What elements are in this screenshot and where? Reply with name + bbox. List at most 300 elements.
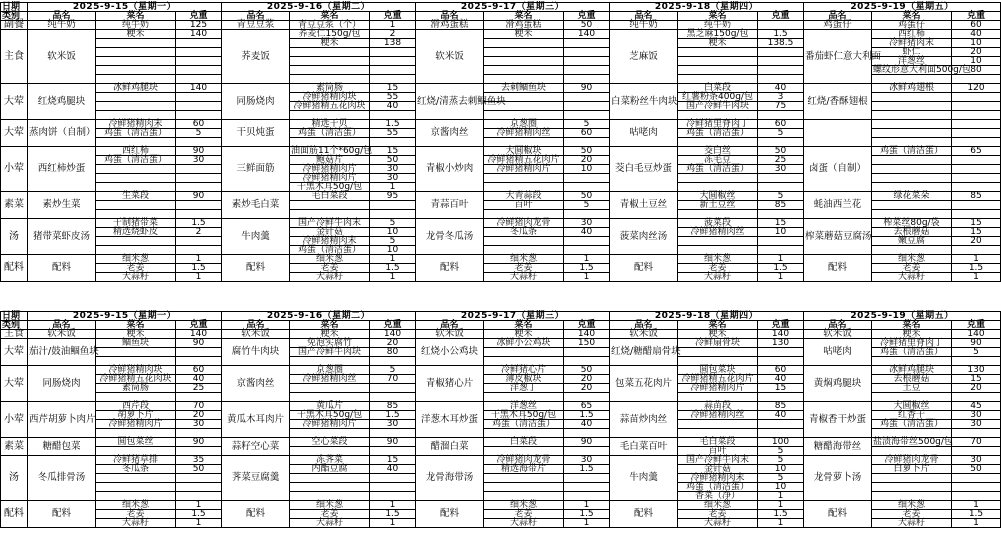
weight-cell: 1.5: [370, 510, 416, 519]
ingredient-cell: [678, 174, 758, 183]
menu-table-week-b: [0, 311, 1001, 528]
ingredient-cell: [872, 201, 952, 210]
weight-cell: [564, 39, 610, 48]
ingredient-cell: [96, 174, 176, 183]
weight-cell: 1: [176, 501, 222, 510]
ingredient-cell: 冷鲜猪精肉丝: [484, 129, 564, 138]
ingredient-cell: 冷鲜猪草排: [96, 456, 176, 465]
weight-cell: 10: [370, 246, 416, 255]
ingredient-cell: [484, 348, 564, 357]
ingredient-cell: 国产冷鲜牛肉末: [678, 456, 758, 465]
weight-cell: 85: [370, 402, 416, 411]
dish-name-cell: 红烧小公鸡块: [416, 339, 484, 366]
weight-cell: 1: [370, 273, 416, 282]
ingredient-cell: 冷鲜猪精肉块: [290, 93, 370, 102]
weight-cell: [758, 66, 804, 75]
ingredient-cell: 鸡蛋（清洁蛋）: [872, 147, 952, 156]
ingredient-cell: 嫩豆腐: [872, 237, 952, 246]
weight-cell: 85: [952, 192, 1001, 201]
weight-cell: [370, 48, 416, 57]
ingredient-cell: 绿花菜朵: [872, 192, 952, 201]
ingredient-cell: 西红柿: [96, 147, 176, 156]
ingredient-cell: 荞麦仁150g/包: [290, 30, 370, 39]
dish-column-header: 品名: [222, 12, 290, 21]
dish-name-cell: 茭白毛豆炒蛋: [610, 147, 678, 192]
ingredient-cell: 国产冷鲜牛肉块: [678, 102, 758, 111]
weight-cell: 40: [564, 228, 610, 237]
menu-table-week-a: [0, 2, 1001, 282]
dish-name-cell: 京酱肉丝: [416, 120, 484, 147]
weight-cell: 40: [758, 375, 804, 384]
ingredient-cell: [290, 66, 370, 75]
ingredient-cell: 大蒜籽: [96, 273, 176, 282]
ingredient-cell: 纯牛奶: [678, 21, 758, 30]
ingredient-column-header: 菜名: [290, 321, 370, 330]
weight-cell: [564, 174, 610, 183]
ingredient-cell: 粳米: [290, 39, 370, 48]
weight-cell: 40: [370, 102, 416, 111]
dish-name-cell: 青豆豆浆: [222, 21, 290, 30]
ingredient-cell: [484, 474, 564, 483]
weight-cell: 10: [758, 465, 804, 474]
weight-cell: 70: [370, 375, 416, 384]
ingredient-cell: 冷鲜猪精肉丝: [678, 228, 758, 237]
ingredient-cell: [290, 483, 370, 492]
weight-cell: [564, 48, 610, 57]
ingredient-cell: 百叶: [484, 201, 564, 210]
dish-name-cell: 素炒生菜: [28, 192, 96, 219]
dish-name-cell: 猪带菜虾皮汤: [28, 219, 96, 255]
ingredient-cell: 毛白菜段: [678, 438, 758, 447]
ingredient-cell: 白菜段: [484, 438, 564, 447]
weight-cell: 25: [758, 156, 804, 165]
ingredient-cell: [872, 120, 952, 129]
ingredient-cell: 细米葱: [290, 501, 370, 510]
ingredient-cell: 白菜段: [678, 84, 758, 93]
category-cell: 素菜: [1, 438, 28, 456]
ingredient-cell: 冰鲜小公鸡块: [484, 339, 564, 348]
dish-name-cell: 蒜苗炒肉丝: [610, 402, 678, 438]
weight-cell: [564, 237, 610, 246]
dish-name-cell: 三鲜面筋: [222, 147, 290, 192]
weight-cell: 15: [952, 375, 1001, 384]
ingredient-cell: [872, 129, 952, 138]
category-label: 类别: [1, 12, 28, 21]
weight-cell: [564, 57, 610, 66]
ingredient-cell: 京葱圈: [484, 120, 564, 129]
weight-cell: 50: [758, 147, 804, 156]
dish-name-cell: 同肠烧肉: [222, 84, 290, 120]
dish-name-cell: 软米饭: [28, 330, 96, 339]
weight-cell: 1.5: [952, 264, 1001, 273]
weight-cell: 2: [370, 30, 416, 39]
weight-cell: 140: [176, 84, 222, 93]
ingredient-cell: 纯牛奶: [96, 21, 176, 30]
ingredient-cell: [678, 348, 758, 357]
ingredient-cell: [96, 66, 176, 75]
dish-name-cell: 软米饭: [610, 330, 678, 339]
ingredient-column-header: 菜名: [484, 321, 564, 330]
weight-cell: 5: [564, 201, 610, 210]
ingredient-cell: 冰鲜鸡腿块: [872, 366, 952, 375]
dish-name-cell: 西红柿炒蛋: [28, 147, 96, 192]
ingredient-cell: 金针菇: [678, 465, 758, 474]
weight-cell: 50: [564, 366, 610, 375]
weight-cell: 1: [370, 501, 416, 510]
weight-cell: 10: [758, 228, 804, 237]
ingredient-cell: 大蒜籽: [290, 273, 370, 282]
ingredient-cell: 免泡实腐竹: [290, 339, 370, 348]
weight-cell: 140: [564, 330, 610, 339]
ingredient-cell: 冷鲜猪里脊肉丁: [678, 120, 758, 129]
weight-cell: 90: [176, 192, 222, 201]
weight-cell: 40: [758, 84, 804, 93]
weight-cell: 1: [758, 501, 804, 510]
ingredient-cell: [96, 348, 176, 357]
ingredient-cell: 冷鲜猪心片: [484, 366, 564, 375]
dish-name-cell: 榨菜蘑菇豆腐汤: [804, 219, 872, 255]
dish-name-cell: 青椒土豆丝: [610, 192, 678, 219]
weight-cell: 40: [370, 465, 416, 474]
weight-cell: 1.5: [758, 264, 804, 273]
dish-name-cell: 包菜五花肉片: [610, 366, 678, 402]
weight-cell: 90: [370, 438, 416, 447]
weight-cell: 50: [952, 465, 1001, 474]
ingredient-cell: 老姜: [872, 510, 952, 519]
dish-name-cell: 配料: [28, 255, 96, 282]
ingredient-cell: 鸡蛋仔: [872, 21, 952, 30]
ingredient-cell: 鸡蛋（清洁蛋）: [872, 348, 952, 357]
ingredient-cell: [96, 474, 176, 483]
weight-cell: [952, 156, 1001, 165]
ingredient-cell: 去根蘑菇: [872, 375, 952, 384]
weight-cell: [952, 165, 1001, 174]
ingredient-cell: 干黑木耳50g/包: [290, 411, 370, 420]
weight-cell: 20: [952, 48, 1001, 57]
ingredient-cell: [872, 111, 952, 120]
weight-cell: 1: [176, 255, 222, 264]
weight-cell: 15: [952, 219, 1001, 228]
ingredient-cell: 细米葱: [484, 255, 564, 264]
ingredient-cell: 鸡蛋（清洁蛋）: [290, 246, 370, 255]
ingredient-cell: 毛白菜段: [290, 192, 370, 201]
ingredient-cell: [484, 174, 564, 183]
table-row: [1, 30, 1001, 39]
ingredient-cell: 茭白丝: [678, 147, 758, 156]
dish-name-cell: 青椒猪心片: [416, 366, 484, 402]
day-header: 2025-9-17（星期三）: [416, 312, 610, 321]
weight-cell: 25: [176, 384, 222, 393]
weight-cell: 50: [564, 147, 610, 156]
dish-name-cell: 醋溜白菜: [416, 438, 484, 456]
weight-cell: 1.5: [564, 510, 610, 519]
ingredient-cell: 大蒜籽: [96, 519, 176, 528]
dish-name-cell: 同肠烧肉: [28, 366, 96, 402]
ingredient-cell: 冷鲜猪精肉片: [290, 420, 370, 429]
ingredient-cell: 细米葱: [678, 255, 758, 264]
ingredient-cell: 冰鲜鸡腿块: [96, 84, 176, 93]
weight-column-header: 克重: [370, 321, 416, 330]
weight-cell: 125: [176, 21, 222, 30]
dish-column-header: 品名: [222, 321, 290, 330]
ingredient-column-header: 菜名: [872, 321, 952, 330]
weight-cell: 20: [564, 375, 610, 384]
table-row: [1, 438, 1001, 447]
weight-cell: 1: [176, 519, 222, 528]
category-cell: 大荤: [1, 84, 28, 120]
weight-cell: 15: [758, 219, 804, 228]
weight-column-header: 克重: [564, 12, 610, 21]
dish-name-cell: 龙骨海带汤: [416, 456, 484, 501]
weight-cell: 5: [952, 348, 1001, 357]
weight-cell: [564, 348, 610, 357]
weight-column-header: 克重: [758, 12, 804, 21]
ingredient-cell: 老姜: [872, 264, 952, 273]
weight-cell: 1: [758, 255, 804, 264]
ingredient-cell: 干黑木耳50g/包: [290, 183, 370, 192]
ingredient-cell: 细米葱: [872, 501, 952, 510]
ingredient-cell: 冷鲜猪精肉末: [678, 474, 758, 483]
dish-name-cell: 配料: [222, 255, 290, 282]
ingredient-cell: 冬瓜条: [96, 465, 176, 474]
ingredient-cell: 冷鲜猪精五花肉片: [678, 375, 758, 384]
dish-name-cell: 配料: [804, 255, 872, 282]
ingredient-column-header: 菜名: [678, 321, 758, 330]
weight-cell: [758, 237, 804, 246]
weight-cell: 20: [952, 384, 1001, 393]
ingredient-cell: [96, 201, 176, 210]
weight-cell: [758, 48, 804, 57]
weight-cell: 70: [952, 438, 1001, 447]
weight-cell: [564, 102, 610, 111]
ingredient-cell: [96, 57, 176, 66]
weight-cell: 50: [564, 192, 610, 201]
dish-name-cell: 咕咾肉: [610, 120, 678, 147]
weight-cell: 45: [952, 402, 1001, 411]
ingredient-cell: [290, 474, 370, 483]
ingredient-cell: 油面筋11个*60g/包: [291, 146, 373, 156]
ingredient-cell: 鸡蛋（清洁蛋）: [678, 165, 758, 174]
ingredient-column-header: 菜名: [96, 321, 176, 330]
weight-cell: 30: [952, 420, 1001, 429]
day-header: 2025-9-16（星期二）: [222, 3, 416, 12]
weight-cell: 1.5: [176, 219, 222, 228]
weight-cell: 1.5: [952, 510, 1001, 519]
dish-column-header: 品名: [416, 321, 484, 330]
weight-cell: 1: [758, 273, 804, 282]
ingredient-cell: 西红柿: [872, 30, 952, 39]
weight-cell: 10: [758, 483, 804, 492]
dish-name-cell: 配料: [610, 501, 678, 528]
weight-cell: 1: [952, 273, 1001, 282]
weight-cell: [952, 201, 1001, 210]
ingredient-cell: [484, 48, 564, 57]
weight-cell: [952, 129, 1001, 138]
dish-name-cell: 咕咾肉: [804, 339, 872, 366]
weight-cell: 2: [176, 228, 222, 237]
dish-name-cell: 黄瓜木耳肉片: [222, 402, 290, 438]
weight-cell: 5: [758, 474, 804, 483]
ingredient-cell: 圆包菜块: [678, 366, 758, 375]
weight-cell: [176, 201, 222, 210]
ingredient-cell: 老姜: [290, 264, 370, 273]
ingredient-cell: 鸡蛋（清洁蛋）: [678, 483, 758, 492]
weight-cell: 85: [758, 402, 804, 411]
weight-cell: 60: [564, 129, 610, 138]
weight-cell: 40: [564, 420, 610, 429]
weight-cell: 140: [758, 330, 804, 339]
date-label: 日期: [1, 3, 28, 12]
dish-name-cell: 软米饭: [416, 30, 484, 84]
weight-cell: 1: [758, 519, 804, 528]
weight-cell: 90: [952, 339, 1001, 348]
weight-cell: 1.5: [564, 264, 610, 273]
category-cell: 主食: [1, 330, 28, 339]
ingredient-cell: 大青蒜段: [484, 192, 564, 201]
weight-cell: 35: [176, 456, 222, 465]
ingredient-cell: 粳米: [484, 330, 564, 339]
ingredient-cell: 大蒜籽: [872, 519, 952, 528]
weight-cell: 30: [176, 420, 222, 429]
weight-cell: 150: [564, 339, 610, 348]
ingredient-cell: 细米葱: [872, 255, 952, 264]
weight-cell: 130: [952, 366, 1001, 375]
dish-name-cell: 腐竹牛肉块: [222, 339, 290, 366]
dish-column-header: 品名: [610, 12, 678, 21]
ingredient-cell: 大蒜籽: [290, 519, 370, 528]
ingredient-cell: 鸡蛋（清洁蛋）: [484, 420, 564, 429]
weight-cell: [952, 102, 1001, 111]
weight-cell: 5: [176, 129, 222, 138]
ingredient-cell: 蒜苗段: [678, 402, 758, 411]
ingredient-cell: 冷鲜猪精肉末: [290, 237, 370, 246]
weight-cell: 20: [370, 339, 416, 348]
weight-cell: [758, 420, 804, 429]
dish-name-cell: 红烧/香酥翅根: [804, 84, 872, 120]
ingredient-cell: 粳米: [290, 330, 370, 339]
ingredient-cell: [96, 48, 176, 57]
weight-cell: 60: [176, 366, 222, 375]
weight-cell: 60: [758, 366, 804, 375]
table-row: [1, 192, 1001, 201]
weight-cell: [952, 111, 1001, 120]
weight-cell: 90: [176, 147, 222, 156]
weight-cell: [370, 57, 416, 66]
weight-cell: 80: [952, 66, 1001, 75]
ingredient-cell: 菠菜段: [678, 219, 758, 228]
ingredient-cell: 粳米: [872, 330, 952, 339]
ingredient-cell: 国产冷鲜牛肉块: [290, 348, 370, 357]
weight-cell: 5: [758, 129, 804, 138]
weight-cell: 1.5: [758, 30, 804, 39]
dish-name-cell: 白菜粉丝牛肉块: [610, 84, 678, 120]
ingredient-cell: 细米葱: [678, 501, 758, 510]
weight-cell: 30: [564, 219, 610, 228]
weight-cell: 1.5: [370, 120, 416, 129]
weight-column-header: 克重: [952, 321, 1001, 330]
weight-cell: 1: [370, 183, 416, 192]
weight-cell: 1: [952, 501, 1001, 510]
weight-cell: 1.5: [564, 411, 610, 420]
ingredient-cell: 老姜: [678, 264, 758, 273]
weight-cell: 55: [370, 93, 416, 102]
dish-name-cell: 滑鸡蛋糕: [416, 21, 484, 30]
ingredient-cell: [290, 384, 370, 393]
dish-column-header: 品名: [416, 12, 484, 21]
weight-cell: 1: [564, 519, 610, 528]
dish-name-cell: 配料: [804, 501, 872, 528]
weight-cell: 140: [176, 30, 222, 39]
table-row: [1, 339, 1001, 348]
weight-cell: [564, 93, 610, 102]
weight-cell: 120: [952, 84, 1001, 93]
weight-column-header: 克重: [952, 12, 1001, 21]
ingredient-cell: 洋葱丁: [484, 384, 564, 393]
ingredient-cell: 白萝卜片: [872, 465, 952, 474]
weight-cell: 40: [952, 30, 1001, 39]
ingredient-cell: 去根蘑菇: [872, 228, 952, 237]
ingredient-cell: [678, 237, 758, 246]
dish-name-cell: 蒸肉饼（自制）: [28, 120, 96, 147]
ingredient-column-header: 菜名: [290, 12, 370, 21]
weight-cell: 140: [952, 330, 1001, 339]
ingredient-cell: 冷鲜猪肉龙骨: [484, 219, 564, 228]
weight-cell: 1: [564, 255, 610, 264]
ingredient-cell: 冬瓜条: [484, 228, 564, 237]
dish-name-cell: 荞麦饭: [222, 30, 290, 84]
day-header: 2025-9-15（星期一）: [28, 3, 222, 12]
weight-cell: 65: [564, 402, 610, 411]
weight-cell: 10: [952, 39, 1001, 48]
weight-cell: 20: [564, 384, 610, 393]
ingredient-cell: 生菜段: [96, 192, 176, 201]
ingredient-cell: 精选烧虾皮: [96, 228, 176, 237]
category-cell: 小荤: [1, 402, 28, 438]
weight-cell: [370, 474, 416, 483]
dish-column-header: 品名: [804, 321, 872, 330]
dish-name-cell: 茄汁/鼓油鲴鱼块: [28, 339, 96, 366]
dish-name-cell: 配料: [416, 501, 484, 528]
ingredient-cell: [872, 93, 952, 102]
category-cell: 小荤: [1, 147, 28, 192]
ingredient-cell: 西芹段: [96, 402, 176, 411]
weight-cell: 50: [176, 465, 222, 474]
ingredient-cell: 空心菜段: [290, 438, 370, 447]
weight-cell: 1.5: [370, 264, 416, 273]
dish-name-cell: 洋葱木耳炒蛋: [416, 402, 484, 438]
weight-cell: 30: [564, 456, 610, 465]
ingredient-cell: 老姜: [96, 264, 176, 273]
dish-name-cell: 红烧/清蒸去刺鲴鱼块: [416, 84, 484, 120]
weight-cell: 1: [564, 501, 610, 510]
ingredient-cell: [290, 201, 370, 210]
weight-cell: 5: [758, 192, 804, 201]
dish-name-cell: 干贝炖蛋: [222, 120, 290, 147]
weight-cell: 20: [176, 411, 222, 420]
weight-cell: 30: [176, 156, 222, 165]
ingredient-cell: 细米葱: [96, 501, 176, 510]
dish-name-cell: 糖醋海带丝: [804, 438, 872, 456]
weight-cell: [370, 66, 416, 75]
weight-cell: 5: [564, 120, 610, 129]
ingredient-cell: 老姜: [290, 510, 370, 519]
weight-cell: [176, 93, 222, 102]
weight-cell: [176, 237, 222, 246]
weight-cell: 15: [370, 147, 416, 156]
ingredient-cell: [678, 66, 758, 75]
weight-cell: [176, 174, 222, 183]
ingredient-cell: 大蒜籽: [678, 273, 758, 282]
